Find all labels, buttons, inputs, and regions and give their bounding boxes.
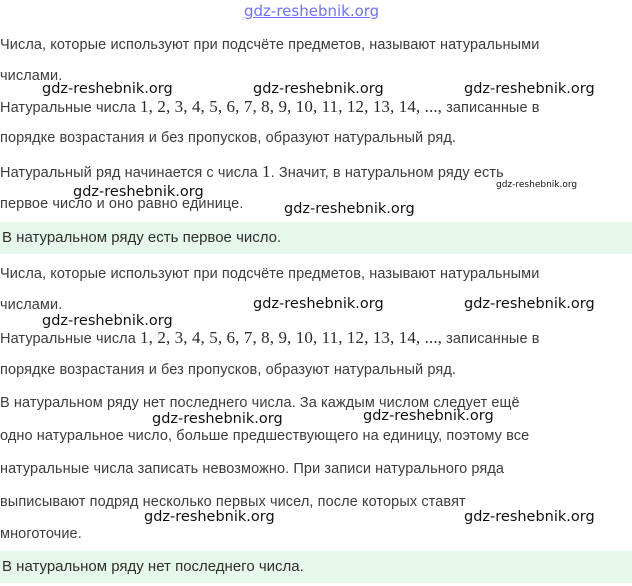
watermark-text: gdz-reshebnik.org	[152, 411, 283, 427]
text-fragment: Натуральные числа	[0, 100, 141, 116]
watermark-text: gdz-reshebnik.org	[42, 81, 173, 97]
watermark-text: gdz-reshebnik.org	[42, 313, 173, 329]
sequence-paragraph-line: порядке возрастания и без пропусков, образуют натуральный ряд.	[0, 362, 457, 378]
watermark-text: gdz-reshebnik.org	[496, 180, 578, 190]
watermark-text: gdz-reshebnik.org	[253, 81, 384, 97]
number-one: 1	[261, 162, 271, 181]
sequence-paragraph-line	[0, 328, 632, 349]
watermark-text: gdz-reshebnik.org	[464, 81, 595, 97]
text-fragment: Натуральные числа	[0, 331, 141, 347]
text-fragment: Натуральный ряд начинается с числа	[0, 165, 262, 181]
natural-number-sequence: 1, 2, 3, 4, 5, 6, 7, 8, 9, 10, 11, 12, 13, 14, ...,	[140, 328, 443, 347]
watermark-text: gdz-reshebnik.org	[284, 201, 415, 217]
conclusion-no-last-number: В натуральном ряду нет последнего числа.	[0, 551, 632, 583]
definition-paragraph-line: Числа, которые используют при подсчёте предметов, называют натуральными	[0, 266, 540, 282]
sequence-paragraph-line: порядке возрастания и без пропусков, образуют натуральный ряд.	[0, 130, 457, 146]
watermark-text: gdz-reshebnik.org	[144, 509, 275, 525]
definition-paragraph-line: числами.	[0, 297, 63, 313]
text-fragment: записанные в	[442, 100, 540, 116]
natural-number-sequence: 1, 2, 3, 4, 5, 6, 7, 8, 9, 10, 11, 12, 13, 14, ...,	[140, 97, 443, 116]
definition-paragraph-line: числами.	[0, 68, 63, 84]
watermark-text: gdz-reshebnik.org	[73, 184, 204, 200]
watermark-text: gdz-reshebnik.org	[363, 408, 494, 424]
sequence-paragraph-line	[0, 97, 632, 118]
no-last-number-paragraph-line: натуральные числа записать невозможно. При записи натурального ряда	[0, 461, 505, 477]
first-number-paragraph-line: первое число и оно равно единице.	[0, 196, 244, 212]
no-last-number-paragraph-line: В натуральном ряду нет последнего числа. За каждым числом следует ещё	[0, 395, 520, 411]
text-fragment: записанные в	[442, 331, 540, 347]
watermark-text: gdz-reshebnik.org	[464, 509, 595, 525]
conclusion-first-number: В натуральном ряду есть первое число.	[0, 222, 632, 254]
text-fragment: . Значит, в натуральном ряду есть	[270, 165, 504, 181]
no-last-number-paragraph-line: многоточие.	[0, 526, 82, 542]
header-watermark[interactable]: gdz-reshebnik.org	[244, 2, 380, 20]
definition-paragraph-line: Числа, которые используют при подсчёте предметов, называют натуральными	[0, 37, 540, 53]
watermark-text: gdz-reshebnik.org	[253, 296, 384, 312]
watermark-text: gdz-reshebnik.org	[464, 296, 595, 312]
no-last-number-paragraph-line: выписывают подряд несколько первых чисел, после которых ставят	[0, 494, 466, 510]
no-last-number-paragraph-line: одно натуральное число, больше предшествующего на единицу, поэтому все	[0, 428, 530, 444]
